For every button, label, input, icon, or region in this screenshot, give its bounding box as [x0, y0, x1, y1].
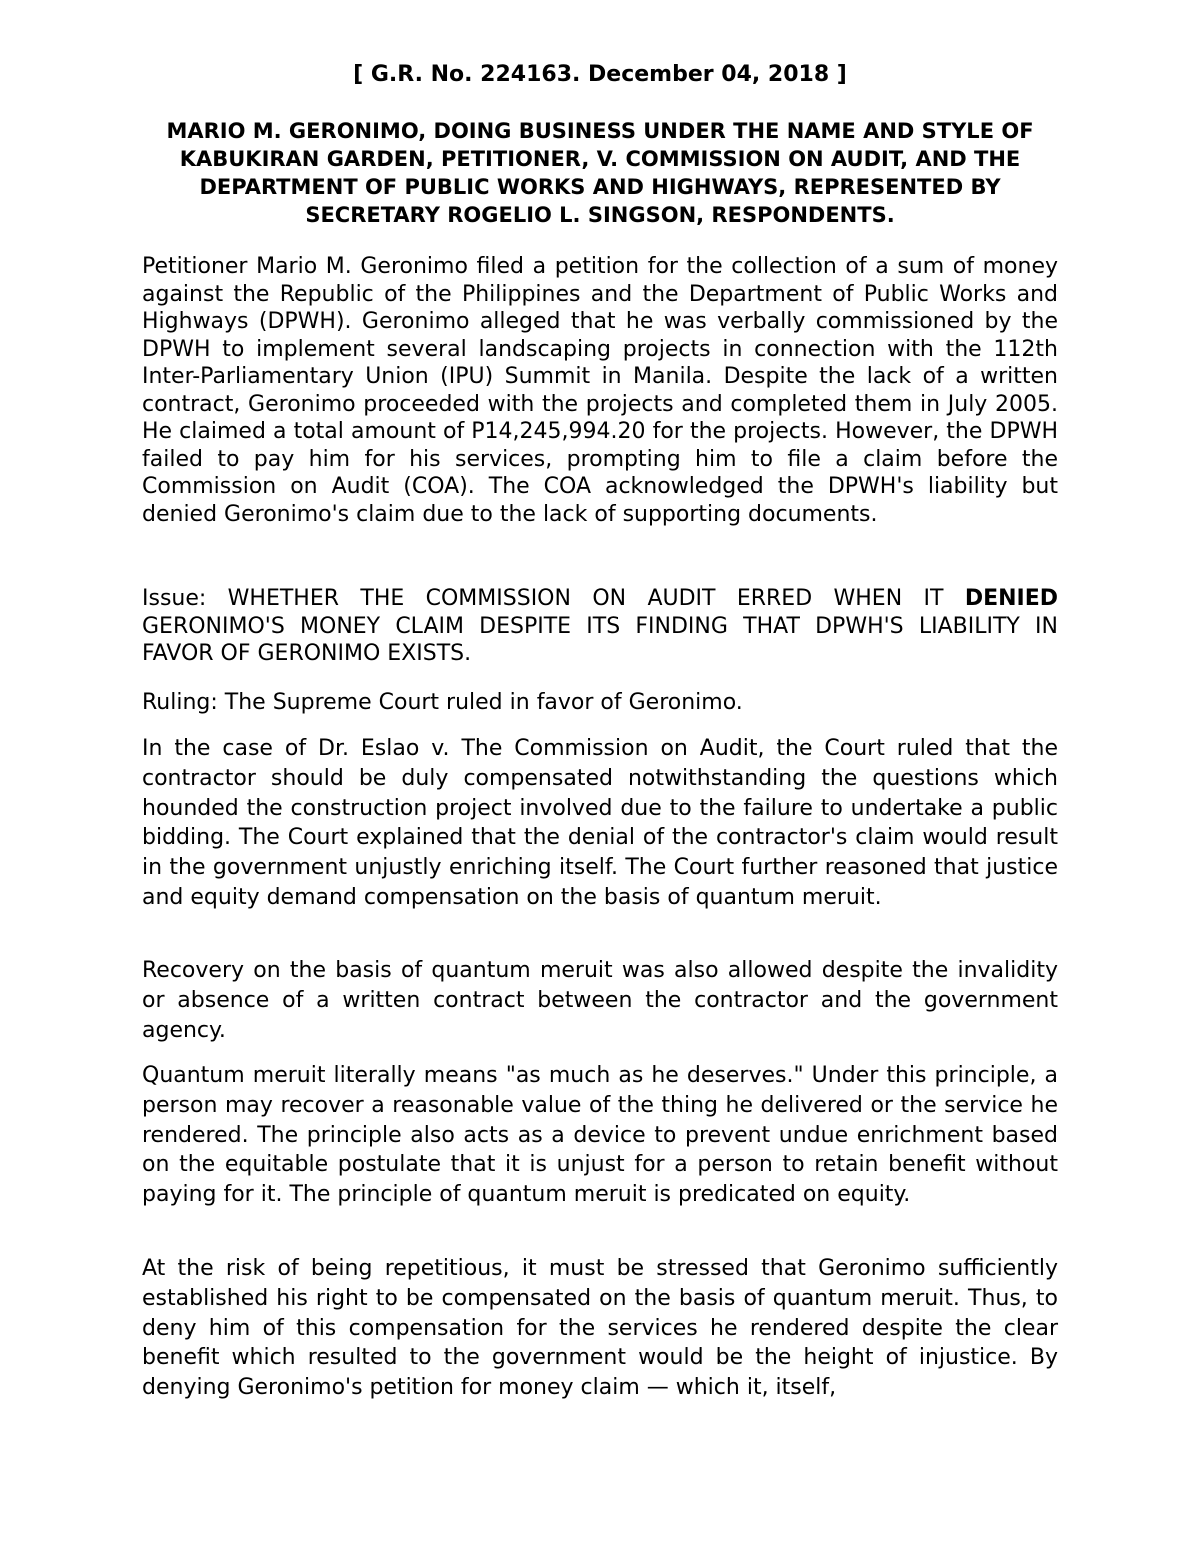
conclusion-paragraph: At the risk of being repetitious, it must be stressed that Geronimo sufficiently established his right to be compensated on the basis of quantum meruit. Thus, to deny him of this compensation for the services he rendered despite the clear benefit which resulted to the government would be the height of injustice. By denying Geronimo's petition for money claim — which it, itself,: [142, 1256, 1058, 1401]
issue-keyword-denied: DENIED: [964, 586, 1058, 611]
issue-suffix: GERONIMO'S MONEY CLAIM DESPITE ITS FINDING THAT DPWH'S LIABILITY IN FAVOR OF GERONIMO EXISTS.: [142, 613, 1058, 666]
recovery-paragraph: Recovery on the basis of quantum meruit was also allowed despite the invalidity or absence of a written contract between the contractor and the government agency.: [142, 958, 1058, 1043]
case-title: MARIO M. GERONIMO, DOING BUSINESS UNDER THE NAME AND STYLE OF KABUKIRAN GARDEN, PETITIONER, V. COMMISSION ON AUDIT, AND THE DEPARTMENT OF PUBLIC WORKS AND HIGHWAYS, REPRESENTED BY SECRETARY ROGELIO L. SINGSON, RESPONDENTS.: [166, 119, 1034, 227]
facts-paragraph: Petitioner Mario M. Geronimo filed a petition for the collection of a sum of money against the Republic of the Philippines and the Department of Public Works and Highways (DPWH). Geronimo alleged that he was verbally commissioned by the DPWH to implement several landscaping projects in connection with the 112th Inter-Parliamentary Union (IPU) Summit in Manila. Despite the lack of a written contract, Geronimo proceeded with the projects and completed them in July 2005. He claimed a total amount of P14,245,994.20 for the projects. However, the DPWH failed to pay him for his services, prompting him to file a claim before the Commission on Audit (COA). The COA acknowledged the DPWH's liability but denied Geronimo's claim due to the lack of supporting documents.: [142, 254, 1058, 527]
eslao-paragraph: In the case of Dr. Eslao v. The Commission on Audit, the Court ruled that the contractor should be duly compensated notwithstanding the questions which hounded the construction project involved due to the failure to undertake a public bidding. The Court explained that the denial of the contractor's claim would result in the government unjustly enriching itself. The Court further reasoned that justice and equity demand compensation on the basis of quantum meruit.: [142, 736, 1058, 910]
ruling-paragraph: Ruling: The Supreme Court ruled in favor of Geronimo.: [142, 690, 743, 715]
issue-prefix: Issue: WHETHER THE COMMISSION ON AUDIT ERRED WHEN IT: [142, 586, 965, 611]
case-number-heading: [ G.R. No. 224163. December 04, 2018 ]: [353, 62, 847, 87]
quantum-meruit-paragraph: Quantum meruit literally means "as much as he deserves." Under this principle, a person may recover a reasonable value of the thing he delivered or the service he rendered. The principle also acts as a device to prevent undue enrichment based on the equitable postulate that it is unjust for a person to retain benefit without paying for it. The principle of quantum meruit is predicated on equity.: [142, 1063, 1058, 1208]
issue-paragraph: [142, 585, 1058, 668]
